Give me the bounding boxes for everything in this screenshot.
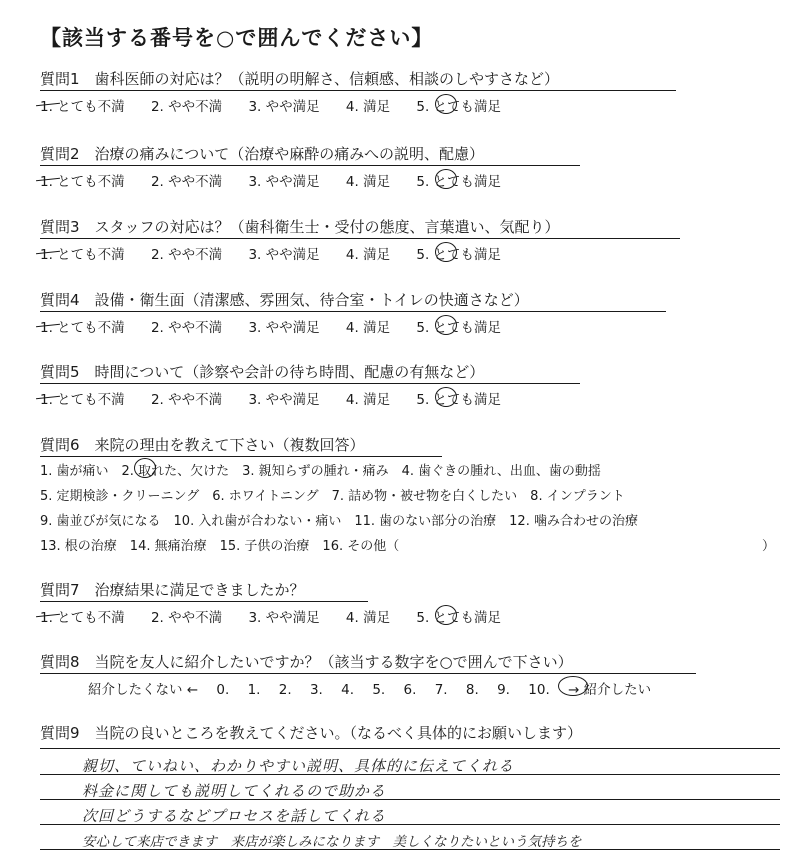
q6-options-row-2[interactable]: 5. 定期検診・クリーニング 6. ホワイトニング 7. 詰め物・被せ物を白くしたい 8. インプラント bbox=[40, 489, 625, 504]
q8-num-6[interactable]: 6. bbox=[403, 682, 417, 698]
q7-selected-circle bbox=[435, 605, 457, 625]
q1-option-3[interactable]: 3. やや満足 bbox=[248, 99, 320, 115]
q1-option-5[interactable]: 5. とても満足 bbox=[416, 99, 502, 115]
question-6-label: 質問6 来院の理由を教えて下さい（複数回答） bbox=[40, 436, 365, 454]
q5-option-4[interactable]: 4. 満足 bbox=[345, 392, 391, 408]
q8-selected-circle bbox=[558, 676, 588, 696]
question-8-underline bbox=[40, 673, 696, 674]
q2-option-5[interactable]: 5. とても満足 bbox=[416, 174, 502, 190]
q2-selected-circle bbox=[435, 169, 457, 189]
handwritten-answer-line-4[interactable]: 安心して来店できます 来店が楽しみになります 美しくなりたいという気持ちを bbox=[82, 834, 582, 850]
q6-other-close-paren: ） bbox=[762, 539, 776, 554]
q5-strike-mark bbox=[38, 390, 58, 404]
question-4-label: 質問4 設備・衛生面（清潔感、雰囲気、待合室・トイレの快適さなど） bbox=[40, 291, 529, 309]
q8-num-8[interactable]: 8. bbox=[465, 682, 479, 698]
q3-strike-mark bbox=[38, 245, 58, 259]
q2-option-2[interactable]: 2. やや不満 bbox=[150, 174, 223, 190]
q8-num-7[interactable]: 7. bbox=[434, 682, 448, 698]
q8-num-10[interactable]: 10. bbox=[528, 682, 550, 698]
q3-option-2[interactable]: 2. やや不満 bbox=[150, 247, 223, 263]
q5-option-2[interactable]: 2. やや不満 bbox=[150, 392, 223, 408]
q2-option-4[interactable]: 4. 満足 bbox=[345, 174, 391, 190]
question-5-label: 質問5 時間について（診察や会計の待ち時間、配慮の有無など） bbox=[40, 363, 485, 381]
q8-left-label: 紹介したくない ← bbox=[88, 682, 199, 698]
q1-option-4[interactable]: 4. 満足 bbox=[345, 99, 391, 115]
question-6-underline bbox=[40, 456, 442, 457]
q1-strike-mark bbox=[38, 97, 58, 111]
question-2-label: 質問2 治療の痛みについて（治療や麻酔の痛みへの説明、配慮） bbox=[40, 145, 484, 163]
q8-num-3[interactable]: 3. bbox=[309, 682, 323, 698]
question-5-underline bbox=[40, 383, 580, 384]
q7-option-2[interactable]: 2. やや不満 bbox=[150, 610, 223, 626]
q8-num-9[interactable]: 9. bbox=[497, 682, 510, 698]
q5-option-3[interactable]: 3. やや満足 bbox=[248, 392, 320, 408]
q6-options-row-1[interactable]: 1. 歯が痛い 2. 取れた、欠けた 3. 親知らずの腫れ・痛み 4. 歯ぐきの腫れ、出血、歯の動揺 bbox=[40, 464, 601, 479]
q8-num-0[interactable]: 0. bbox=[216, 682, 230, 698]
question-2-underline bbox=[40, 165, 580, 166]
q7-strike-mark bbox=[38, 608, 58, 622]
q4-option-2[interactable]: 2. やや不満 bbox=[150, 320, 223, 336]
question-8-label: 質問8 当院を友人に紹介したいですか？（該当する数字を○で囲んで下さい） bbox=[40, 653, 573, 671]
question-1-label: 質問1 歯科医師の対応は？（説明の明解さ、信頼感、相談のしやすさなど） bbox=[40, 70, 559, 88]
q4-selected-circle bbox=[435, 315, 457, 335]
question-4-underline bbox=[40, 311, 666, 312]
handwritten-answer-line-1[interactable]: 親切、ていねい、わかりやすい説明、具体的に伝えてくれる bbox=[82, 757, 515, 775]
handwritten-answer-line-2[interactable]: 料金に関しても説明してくれるので助かる bbox=[82, 782, 387, 800]
q7-option-4[interactable]: 4. 満足 bbox=[345, 610, 391, 626]
q1-selected-circle bbox=[435, 94, 457, 114]
q5-option-5[interactable]: 5. とても満足 bbox=[416, 392, 502, 408]
q8-num-5[interactable]: 5. bbox=[372, 682, 386, 698]
q8-num-4[interactable]: 4. bbox=[341, 682, 355, 698]
q7-option-5[interactable]: 5. とても満足 bbox=[416, 610, 502, 626]
q2-option-3[interactable]: 3. やや満足 bbox=[248, 174, 320, 190]
q3-selected-circle bbox=[435, 242, 457, 262]
q4-option-4[interactable]: 4. 満足 bbox=[345, 320, 391, 336]
q4-strike-mark bbox=[38, 318, 58, 332]
q6-selected-circle bbox=[134, 458, 156, 478]
question-9-label: 質問9 当院の良いところを教えてください。（なるべく具体的にお願いします） bbox=[40, 724, 583, 742]
q1-option-1[interactable]: 1. とても不満 bbox=[40, 99, 125, 115]
q4-option-3[interactable]: 3. やや満足 bbox=[248, 320, 320, 336]
question-3-label: 質問3 スタッフの対応は？（歯科衛生士・受付の態度、言葉遣い、気配り） bbox=[40, 218, 560, 236]
q2-strike-mark bbox=[38, 172, 58, 186]
q4-option-5[interactable]: 5. とても満足 bbox=[416, 320, 502, 336]
q6-options-row-3[interactable]: 9. 歯並びが気になる 10. 入れ歯が合わない・痛い 11. 歯のない部分の治療 12. 噛み合わせの治療 bbox=[40, 514, 638, 529]
question-3-underline bbox=[40, 238, 680, 239]
q3-option-5[interactable]: 5. とても満足 bbox=[416, 247, 502, 263]
q6-options-row-4[interactable]: 13. 根の治療 14. 無痛治療 15. 子供の治療 16. その他（ bbox=[40, 539, 400, 554]
question-7-label: 質問7 治療結果に満足できましたか？ bbox=[40, 581, 305, 599]
q1-option-2[interactable]: 2. やや不満 bbox=[150, 99, 223, 115]
page-title: 【該当する番号を○で囲んでください】 bbox=[40, 26, 434, 50]
q7-option-3[interactable]: 3. やや満足 bbox=[248, 610, 320, 626]
handwritten-answer-line-3[interactable]: 次回どうするなどプロセスを話してくれる bbox=[82, 807, 387, 825]
q5-option-1[interactable]: 1. とても不満 bbox=[40, 392, 125, 408]
q5-selected-circle bbox=[435, 387, 457, 407]
q8-num-1[interactable]: 1. bbox=[247, 682, 261, 698]
q3-option-4[interactable]: 4. 満足 bbox=[345, 247, 391, 263]
q7-option-1[interactable]: 1. とても不満 bbox=[40, 610, 125, 626]
q2-option-1[interactable]: 1. とても不満 bbox=[40, 174, 125, 190]
answer-line-0 bbox=[40, 748, 780, 749]
q8-num-2[interactable]: 2. bbox=[278, 682, 292, 698]
q8-right-label: → 紹介したい bbox=[568, 682, 652, 698]
q4-option-1[interactable]: 1. とても不満 bbox=[40, 320, 125, 336]
q3-option-1[interactable]: 1. とても不満 bbox=[40, 247, 125, 263]
question-1-underline bbox=[40, 90, 676, 91]
question-7-underline bbox=[40, 601, 368, 602]
q3-option-3[interactable]: 3. やや満足 bbox=[248, 247, 320, 263]
